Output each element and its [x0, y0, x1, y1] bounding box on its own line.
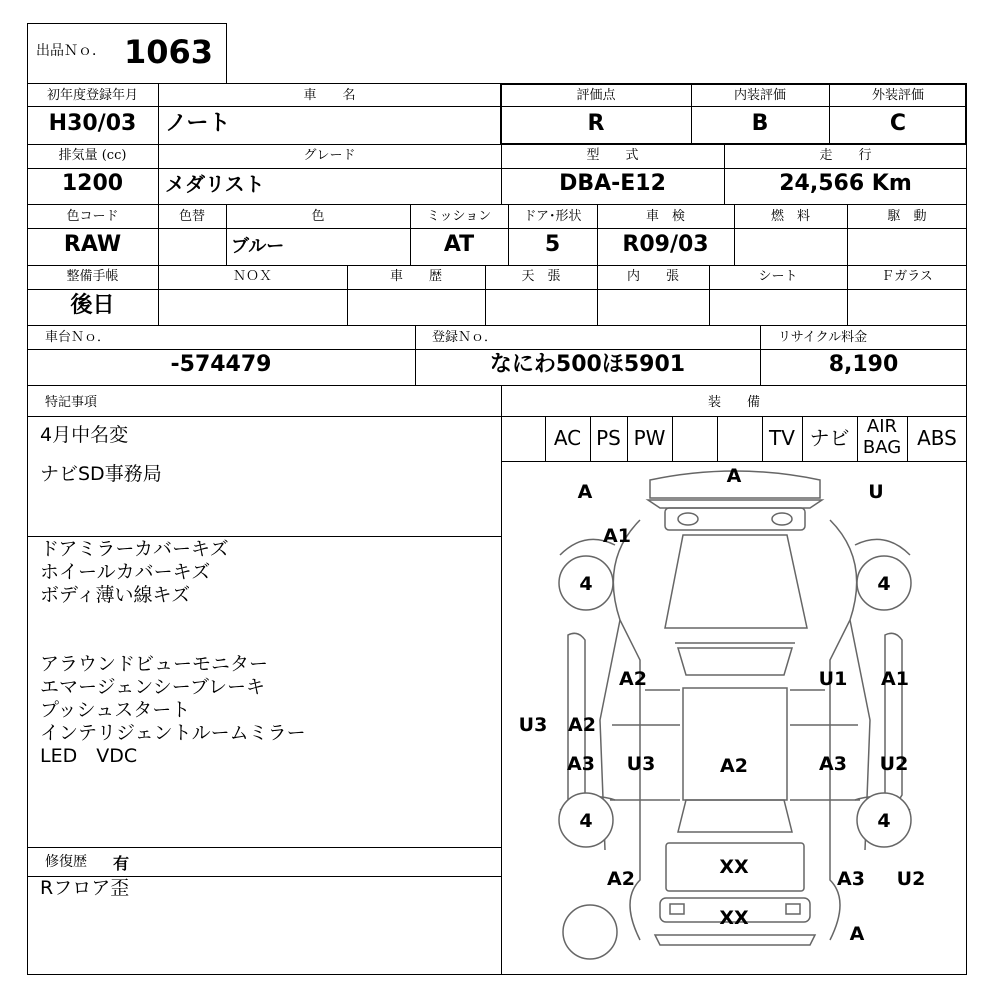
- grade-value: メダリスト: [165, 172, 265, 196]
- damage-mark: U3: [518, 714, 548, 736]
- recycle-value: 8,190: [828, 352, 899, 377]
- doors-header: ドア･形状: [523, 209, 582, 224]
- equipment-header: 装 備: [707, 395, 760, 410]
- inspection-header: 車 検: [645, 209, 685, 224]
- roof-header: 天 張: [521, 269, 561, 284]
- interior-value: B: [751, 111, 769, 136]
- history-header: 車 歴: [389, 269, 442, 284]
- fglass-header: Ｆガラス: [881, 269, 933, 284]
- displacement-value: 1200: [61, 171, 124, 196]
- exterior-header: 外装評価: [871, 88, 924, 103]
- note-line: ホイールカバーキズ: [40, 561, 211, 583]
- note-line: インテリジェントルームミラー: [40, 722, 306, 744]
- note-line: LED VDC: [40, 745, 138, 767]
- damage-mark: 4: [579, 810, 593, 832]
- repair-note: Rフロア歪: [40, 877, 130, 899]
- note-line: 4月中名変: [40, 424, 129, 446]
- special-notes-header: 特記事項: [45, 395, 98, 410]
- note-line: プッシュスタート: [40, 699, 191, 721]
- registration-header: 登録Ｎｏ．: [432, 330, 498, 345]
- maintenance-value: 後日: [70, 293, 115, 318]
- damage-mark: A: [849, 923, 865, 945]
- damage-mark: A3: [567, 753, 595, 775]
- mileage-header: 走 行: [819, 148, 872, 163]
- equipment-ps: PS: [596, 426, 621, 450]
- score-header: 評価点: [576, 88, 616, 103]
- damage-mark: A2: [619, 668, 647, 690]
- damage-mark: 4: [877, 573, 891, 595]
- equipment-abs: ABS: [917, 426, 957, 450]
- note-line: ドアミラーカバーキズ: [40, 538, 229, 560]
- equipment-navi: ナビ: [809, 426, 850, 450]
- fuel-header: 燃 料: [770, 209, 810, 224]
- note-line: ナビSD事務局: [40, 463, 162, 485]
- chassis-header: 車台Ｎｏ．: [45, 330, 111, 345]
- equipment-airbag: AIR BAG: [862, 416, 902, 458]
- listing-number: 1063: [124, 33, 214, 71]
- damage-mark: A: [577, 481, 593, 503]
- mileage-value: 24,566 Km: [779, 171, 912, 196]
- damage-mark: U2: [896, 868, 926, 890]
- score-value: R: [587, 111, 605, 136]
- maintenance-header: 整備手帳: [66, 269, 119, 284]
- color-code-value: RAW: [63, 232, 122, 257]
- damage-mark: U1: [818, 668, 848, 690]
- equipment-ac: AC: [553, 426, 582, 450]
- damage-mark: 4: [877, 810, 891, 832]
- drive-header: 駆 動: [887, 209, 927, 224]
- model-header: 型 式: [586, 148, 639, 163]
- car-name-value: ノート: [165, 111, 231, 136]
- note-line: エマージェンシーブレーキ: [40, 676, 266, 698]
- damage-mark: XX: [719, 907, 749, 929]
- color-change-header: 色替: [178, 209, 205, 224]
- nox-header: ＮＯＸ: [232, 269, 272, 284]
- recycle-header: リサイクル料金: [778, 330, 868, 345]
- inner-header: 内 張: [626, 269, 679, 284]
- exterior-value: C: [889, 111, 907, 136]
- damage-mark: A2: [607, 868, 635, 890]
- listing-label: 出品Ｎｏ．: [36, 43, 106, 59]
- color-code-header: 色コード: [66, 209, 119, 224]
- interior-header: 内装評価: [733, 88, 786, 103]
- displacement-header: 排気量 (cc): [58, 148, 127, 163]
- equipment-pw: PW: [633, 426, 666, 450]
- damage-mark: XX: [719, 856, 749, 878]
- color-header: 色: [311, 209, 325, 224]
- first-reg-header: 初年度登録年月: [46, 88, 138, 103]
- doors-value: 5: [544, 232, 561, 257]
- damage-mark: A2: [568, 714, 596, 736]
- model-value: DBA-E12: [559, 171, 666, 196]
- repair-history-value: 有: [113, 854, 130, 873]
- note-line: ボディ薄い線キズ: [40, 584, 191, 606]
- seat-header: シート: [758, 269, 798, 284]
- damage-mark: U: [868, 481, 884, 503]
- inspection-value: R09/03: [622, 232, 709, 257]
- first-reg-value: H30/03: [48, 111, 137, 136]
- repair-history-label: 修復歴: [45, 854, 87, 870]
- transmission-value: AT: [443, 232, 475, 257]
- color-value: ブルー: [231, 236, 285, 257]
- transmission-header: ミッション: [426, 209, 492, 224]
- damage-mark: A1: [881, 668, 909, 690]
- damage-mark: A2: [720, 755, 748, 777]
- damage-mark: A3: [819, 753, 847, 775]
- damage-mark: U2: [879, 753, 909, 775]
- damage-mark: 4: [579, 573, 593, 595]
- note-line: アラウンドビューモニター: [40, 653, 269, 675]
- damage-mark: U3: [626, 753, 656, 775]
- car-name-header: 車 名: [303, 88, 356, 103]
- damage-mark: A1: [603, 525, 631, 547]
- equipment-tv: TV: [769, 426, 795, 450]
- chassis-value: -574479: [170, 352, 272, 377]
- registration-value: なにわ500ほ5901: [489, 352, 686, 377]
- damage-mark: A: [726, 465, 742, 487]
- damage-mark: A3: [837, 868, 865, 890]
- grade-header: グレード: [303, 148, 356, 163]
